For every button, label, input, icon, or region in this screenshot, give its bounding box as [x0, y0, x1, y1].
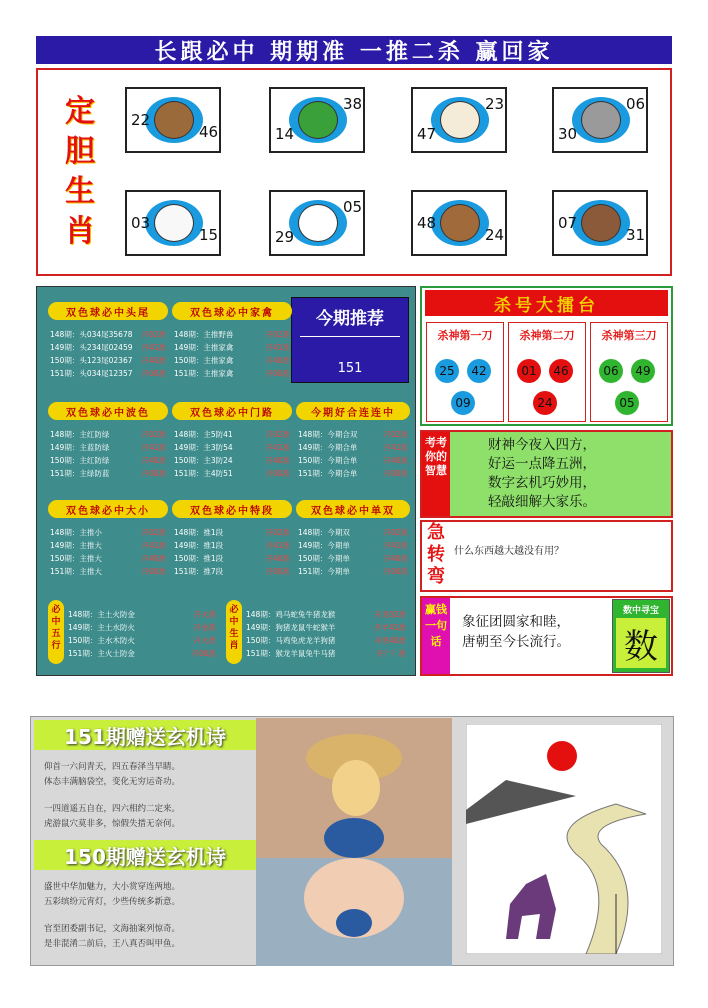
- zodiac-number: 15: [199, 226, 219, 244]
- row-result: 开金准: [193, 623, 216, 632]
- table-row: [50, 454, 166, 467]
- table-row: [174, 341, 290, 354]
- zodiac-card: [552, 87, 648, 153]
- table-row: [50, 367, 166, 380]
- row-result: 开41准: [383, 541, 408, 550]
- row-result: 开40准: [141, 554, 166, 563]
- zodiac-card: [411, 190, 507, 256]
- row-result: 开02准: [265, 330, 290, 339]
- zodiac-card: [125, 87, 221, 153]
- panel-rows: [298, 526, 408, 578]
- row-result: 开火准: [193, 636, 216, 645]
- number-ball: 05: [615, 391, 639, 415]
- number-ball: 49: [631, 359, 655, 383]
- poem-line: 官至团委副书记，文海抽案列惊奇。: [44, 924, 181, 934]
- row-result: 开02准: [265, 430, 290, 439]
- poem-line: 财神今夜入四方，: [488, 437, 596, 453]
- kill-column-label: 杀神第二刀: [519, 329, 575, 342]
- table-row: [174, 367, 290, 380]
- panel-rows: [246, 608, 406, 660]
- poem-line: 仰首一六问青天，四五春泽当早睛。: [44, 762, 181, 772]
- panel-title: 双色球必中波色: [48, 402, 168, 420]
- recommend-number: 151: [337, 361, 363, 376]
- number-ball: 42: [467, 359, 491, 383]
- table-row: [50, 428, 166, 441]
- table-row: [174, 354, 290, 367]
- ox-brown-icon: [440, 204, 480, 242]
- row-text: 149期：主推家禽: [174, 343, 234, 352]
- page-banner: 长跟必中 期期准 一推二杀 赢回家: [36, 36, 672, 64]
- poem-title-151: 151期赠送玄机诗: [34, 720, 256, 750]
- panel-rows: [50, 526, 166, 578]
- row-result: 开40准: [265, 356, 290, 365]
- panel-title: 双色球必中家禽: [172, 302, 292, 320]
- zodiac-number: 06: [626, 95, 646, 113]
- table-row: [50, 354, 166, 367]
- dragon-icon: [298, 101, 338, 139]
- row-text: 149期：头234尾02459: [50, 343, 133, 352]
- table-row: [298, 467, 408, 480]
- row-text: 148期：今期双: [298, 528, 350, 537]
- treasure-label: 数中寻宝: [622, 606, 659, 616]
- zodiac-card: [552, 190, 648, 256]
- row-text: 150期：马鸡兔虎龙羊狗猪: [246, 636, 336, 645]
- row-result: 开41准: [141, 541, 166, 550]
- row-result: 开羊41准: [373, 623, 406, 632]
- row-result: 开00准: [383, 567, 408, 576]
- panel-rows: [298, 428, 408, 480]
- row-text: 150期：今期单: [298, 554, 350, 563]
- table-row: [298, 454, 408, 467]
- pig-icon: [581, 204, 621, 242]
- table-row: [50, 341, 166, 354]
- table-row: [68, 608, 216, 621]
- row-text: 151期：猴龙羊鼠兔牛马猪: [246, 649, 336, 658]
- panel-rows: [68, 608, 216, 660]
- poem-line: 是非混淆二前后，王八真否叫甲鱼。: [44, 939, 181, 949]
- row-text: 150期：头123尾02367: [50, 356, 133, 365]
- zodiac-card: [269, 87, 365, 153]
- panel-title: 双色球必中门路: [172, 402, 292, 420]
- title-char: 定: [65, 94, 95, 129]
- row-result: 开00准: [383, 469, 408, 478]
- row-result: 开40准: [383, 554, 408, 563]
- zodiac-number: 46: [199, 123, 219, 141]
- zodiac-number: 38: [343, 95, 363, 113]
- poem-line: 盛世中华加魅力，大小赏穿连两地。: [44, 882, 181, 892]
- row-text: 149期：主蓝防绿: [50, 443, 110, 452]
- row-result: 开火准: [193, 610, 216, 619]
- poem-line: 好运一点降五洲，: [488, 456, 596, 472]
- row-result: 开02准: [141, 430, 166, 439]
- zodiac-number: 31: [626, 226, 646, 244]
- wisdom-label: 考考你的智慧: [422, 432, 450, 516]
- divider: [300, 336, 400, 337]
- panel-label: 必中生肖: [226, 600, 242, 664]
- zodiac-number: 47: [417, 125, 437, 143]
- number-ball: 46: [549, 359, 573, 383]
- row-result: 开02准: [383, 528, 408, 537]
- kill-column: [590, 322, 668, 422]
- row-result: 开02准: [141, 528, 166, 537]
- row-result: 开龙02准: [373, 610, 406, 619]
- panel-title: 双色球必中单双: [296, 500, 410, 518]
- poem-line: 五彩缤纷元宵灯，少些传统多新意。: [44, 897, 181, 907]
- poem-line: 虎游鼠穴莫非多，惊假失措无奈何。: [44, 819, 181, 829]
- row-text: 151期：主绿防蓝: [50, 469, 110, 478]
- row-text: 151期：推7段: [174, 567, 224, 576]
- row-text: 148期：头034尾35678: [50, 330, 133, 339]
- row-result: 开41准: [383, 443, 408, 452]
- table-row: [174, 552, 290, 565]
- zodiac-number: 03: [131, 214, 151, 232]
- wisdom-text: [488, 436, 596, 512]
- panel-rows: [174, 328, 290, 380]
- panel-rows: [174, 428, 290, 480]
- table-row: [50, 552, 166, 565]
- poem-line: 轻敲细解大家乐。: [488, 494, 596, 510]
- row-text: 148期：推1段: [174, 528, 224, 537]
- rat-icon: [581, 101, 621, 139]
- row-result: 开00准: [141, 469, 166, 478]
- row-text: 148期：鸡马蛇兔牛猪龙猴: [246, 610, 336, 619]
- number-ball: 01: [517, 359, 541, 383]
- row-result: 开00准: [265, 469, 290, 478]
- poem-title-150: 150期赠送玄机诗: [34, 840, 256, 870]
- rabbit-icon: [154, 204, 194, 242]
- row-result: 开40准: [383, 456, 408, 465]
- row-result: 开40准: [141, 356, 166, 365]
- table-row: [298, 428, 408, 441]
- zodiac-number: 22: [131, 111, 151, 129]
- poem-gap: [44, 790, 254, 802]
- row-result: 开02准: [265, 528, 290, 537]
- row-result: 开？？准: [376, 649, 406, 658]
- zodiac-card: [269, 190, 365, 256]
- row-text: 150期：今期合单: [298, 456, 358, 465]
- kill-column: [426, 322, 504, 422]
- title-char: 胆: [65, 134, 95, 169]
- number-ball: 06: [599, 359, 623, 383]
- number-ball: 24: [533, 391, 557, 415]
- table-row: [174, 565, 290, 578]
- sheep-icon: [440, 101, 480, 139]
- number-ball: 09: [451, 391, 475, 415]
- table-row: [298, 441, 408, 454]
- table-row: [174, 441, 290, 454]
- row-text: 151期：今期单: [298, 567, 350, 576]
- kill-title: 杀号大擂台: [425, 290, 668, 316]
- row-text: 150期：推1段: [174, 554, 224, 563]
- row-text: 148期：主5防41: [174, 430, 233, 439]
- row-result: 开41准: [265, 343, 290, 352]
- table-row: [174, 454, 290, 467]
- row-result: 开00准: [265, 567, 290, 576]
- zodiac-number: 14: [275, 125, 295, 143]
- zodiac-number: 23: [485, 95, 505, 113]
- panel-title: 双色球必中特段: [172, 500, 292, 518]
- row-text: 148期：主推野兽: [174, 330, 234, 339]
- row-text: 148期：今期合双: [298, 430, 358, 439]
- table-row: [174, 539, 290, 552]
- treasure-char: 数: [616, 618, 666, 668]
- row-text: 150期：主推大: [50, 554, 102, 563]
- kill-column-label: 杀神第一刀: [437, 329, 493, 342]
- title-char: 生: [65, 174, 95, 209]
- zodiac-number: 29: [275, 228, 295, 246]
- row-result: 开40准: [265, 456, 290, 465]
- row-result: 开00准: [141, 369, 166, 378]
- panel-title: 双色球必中头尾: [48, 302, 168, 320]
- row-result: 开虎40准: [373, 636, 406, 645]
- table-row: [50, 467, 166, 480]
- table-row: [246, 634, 406, 647]
- row-result: 开00准: [265, 369, 290, 378]
- table-row: [68, 634, 216, 647]
- table-row: [174, 328, 290, 341]
- row-text: 149期：主3防54: [174, 443, 233, 452]
- title-char: 肖: [65, 214, 95, 249]
- table-row: [298, 526, 408, 539]
- table-row: [246, 621, 406, 634]
- zodiac-card: [411, 87, 507, 153]
- row-text: 149期：推1段: [174, 541, 224, 550]
- row-text: 150期：主水木防火: [68, 636, 135, 645]
- table-row: [246, 647, 406, 660]
- zodiac-number: 07: [558, 214, 578, 232]
- poem-line: 一四道遥五自在，四六相约二定来。: [44, 804, 181, 814]
- recommend-title: 今期推荐: [316, 309, 384, 329]
- table-row: [68, 621, 216, 634]
- poem-line: 数字玄机巧妙用，: [488, 475, 596, 491]
- row-text: 148期：主推小: [50, 528, 102, 537]
- row-text: 151期：主4防51: [174, 469, 233, 478]
- turn-question: 什么东西越大越没有用？: [454, 546, 564, 557]
- row-text: 151期：主火土防金: [68, 649, 135, 658]
- zodiac-number: 48: [417, 214, 437, 232]
- monkey-icon: [154, 101, 194, 139]
- row-result: 开41准: [265, 443, 290, 452]
- money-label: 赢钱一句话: [422, 598, 450, 674]
- poem-gap: [44, 910, 254, 922]
- row-text: 151期：今期合单: [298, 469, 358, 478]
- table-row: [298, 552, 408, 565]
- table-row: [174, 428, 290, 441]
- row-result: 开00准: [141, 567, 166, 576]
- row-result: 开02准: [141, 330, 166, 339]
- row-result: 开40准: [265, 554, 290, 563]
- row-text: 150期：主红防绿: [50, 456, 110, 465]
- table-row: [50, 328, 166, 341]
- row-result: 开40准: [141, 456, 166, 465]
- row-text: 151期：主推家禽: [174, 369, 234, 378]
- table-row: [50, 539, 166, 552]
- table-row: [174, 526, 290, 539]
- panel-title: 双色球必中大小: [48, 500, 168, 518]
- row-text: 148期：主红防绿: [50, 430, 110, 439]
- row-result: 开00准: [191, 649, 216, 658]
- number-ball: 25: [435, 359, 459, 383]
- row-text: 151期：主推大: [50, 567, 102, 576]
- table-row: [68, 647, 216, 660]
- poem-text-151: [44, 760, 254, 832]
- poem-text-150: [44, 880, 254, 952]
- row-text: 149期：今期单: [298, 541, 350, 550]
- beach-photo: [256, 718, 452, 966]
- row-text: 149期：主推大: [50, 541, 102, 550]
- panel-rows: [50, 428, 166, 480]
- table-row: [50, 441, 166, 454]
- poem-line: 象征团圆家和睦，: [462, 614, 570, 630]
- row-result: 开41准: [141, 443, 166, 452]
- row-text: 148期：主土火防金: [68, 610, 135, 619]
- panel-rows: [174, 526, 290, 578]
- row-text: 151期：头034尾12357: [50, 369, 133, 378]
- table-row: [50, 565, 166, 578]
- zodiac-card: [125, 190, 221, 256]
- turn-label: 急转弯: [422, 522, 450, 590]
- row-text: 150期：主3防24: [174, 456, 233, 465]
- zodiac-number: 05: [343, 198, 363, 216]
- row-text: 149期：狗猪龙鼠牛蛇猴羊: [246, 623, 336, 632]
- ox-icon: [298, 204, 338, 242]
- table-row: [246, 608, 406, 621]
- poem-line: 体态丰满脑袋空，变化无穷运奇功。: [44, 777, 181, 787]
- row-result: 开41准: [265, 541, 290, 550]
- kill-column-label: 杀神第三刀: [601, 329, 657, 342]
- table-row: [298, 565, 408, 578]
- kill-column: [508, 322, 586, 422]
- zodiac-title: [60, 92, 100, 252]
- table-row: [174, 467, 290, 480]
- table-row: [50, 526, 166, 539]
- row-text: 149期：主土水防火: [68, 623, 135, 632]
- row-result: 开41准: [141, 343, 166, 352]
- row-text: 149期：今期合单: [298, 443, 358, 452]
- zodiac-number: 30: [558, 125, 578, 143]
- money-text: [462, 612, 570, 652]
- row-text: 150期：主推家禽: [174, 356, 234, 365]
- row-result: 开02准: [383, 430, 408, 439]
- zodiac-number: 24: [485, 226, 505, 244]
- panel-title: 今期好合连连中: [296, 402, 410, 420]
- sketch-illustration: [466, 724, 662, 954]
- table-row: [298, 539, 408, 552]
- panel-label: 必中五行: [48, 600, 64, 664]
- poem-line: 唐朝至今长流行。: [462, 634, 570, 650]
- panel-rows: [50, 328, 166, 380]
